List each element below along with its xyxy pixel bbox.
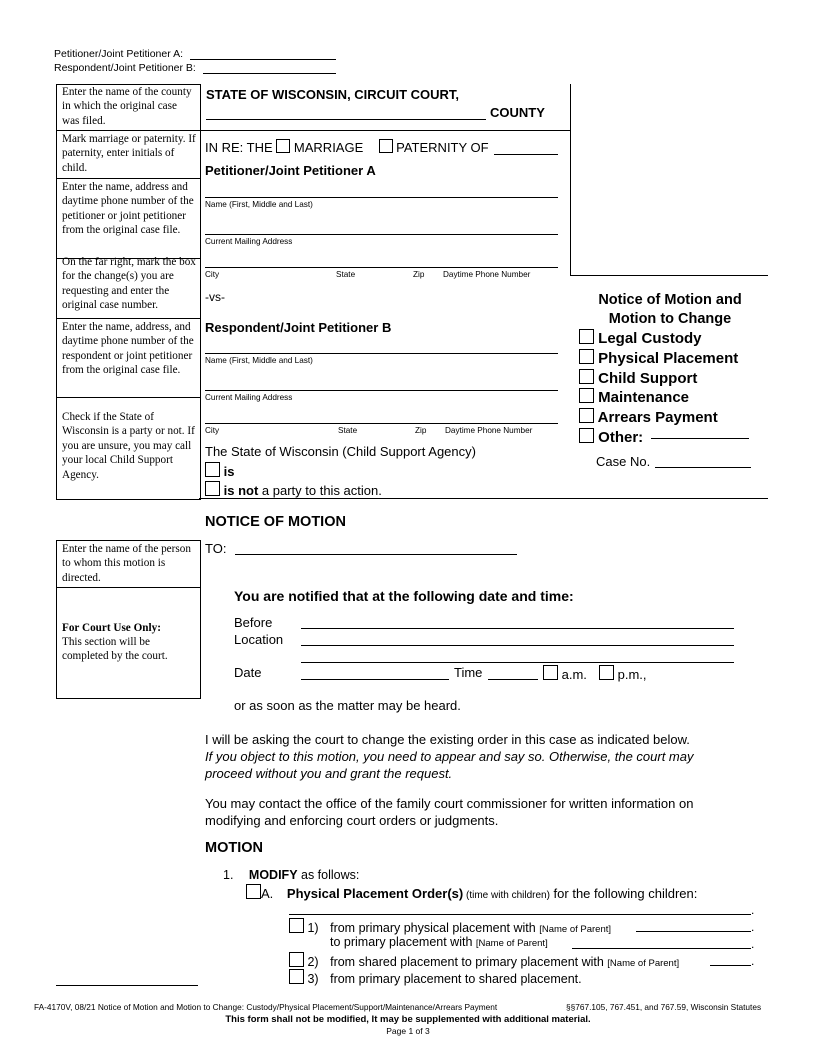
county-label: COUNTY — [490, 105, 545, 120]
children-field[interactable] — [289, 914, 751, 915]
respondent-state-label: State — [338, 426, 358, 435]
footer-rule — [56, 985, 198, 986]
maintenance-checkbox[interactable] — [579, 388, 594, 403]
respondent-zip-label: Zip — [415, 426, 427, 435]
pm-label: p.m., — [617, 667, 647, 682]
divider — [56, 130, 200, 131]
state-agency-label: The State of Wisconsin (Child Support Agency) — [205, 444, 476, 459]
maintenance-label: Maintenance — [598, 389, 690, 407]
date-field[interactable] — [301, 679, 449, 680]
notice-heading: NOTICE OF MOTION — [205, 514, 346, 530]
object-text: If you object to this motion, you need to appear and say so. Otherwise, the court may proceed without you and grant the request. — [205, 749, 694, 781]
option-1-to-text: to primary placement with — [330, 935, 476, 949]
divider — [56, 178, 200, 179]
case-no-field[interactable] — [655, 467, 751, 468]
petitioner-header-field[interactable] — [190, 59, 336, 60]
other-checkbox[interactable] — [579, 428, 594, 443]
state-is-not-label: is not — [223, 483, 259, 498]
paternity-label: PATERNITY OF — [396, 140, 489, 155]
caption-right-border — [570, 84, 571, 275]
state-is-not-row — [205, 481, 382, 498]
to-label: TO: — [205, 541, 227, 556]
child-support-checkbox[interactable] — [579, 369, 594, 384]
party-suffix: a party to this action. — [258, 483, 382, 498]
divider — [56, 587, 200, 588]
option-maintenance — [579, 388, 738, 408]
footer-notice: This form shall not be modified, It may be supplemented with additional material. — [225, 1014, 591, 1025]
option-2-checkbox[interactable] — [289, 952, 304, 967]
court-use-text: This section will be completed by the court. — [62, 636, 168, 663]
other-field[interactable] — [651, 438, 749, 439]
as-follows-label: as follows: — [297, 868, 360, 882]
physical-placement-label: Physical Placement — [598, 349, 739, 367]
modify-label: MODIFY — [248, 868, 298, 882]
in-re-row — [205, 139, 489, 155]
petitioner-phone-label: Daytime Phone Number — [443, 270, 531, 279]
time-field[interactable] — [488, 679, 538, 680]
item-a-paren: (time with children) — [463, 890, 550, 901]
option-arrears-payment — [579, 408, 738, 428]
instruction-change: On the far right, mark the box for the change(s) you are requesting and enter the original case number. — [62, 256, 196, 312]
time-label: Time — [454, 665, 483, 680]
caption-title-divider — [570, 275, 768, 276]
petitioner-city-field[interactable] — [205, 267, 558, 268]
petitioner-state-label: State — [336, 270, 356, 279]
instruction-county: Enter the name of the county in which the original case was filed. — [62, 86, 192, 127]
soon-text: or as soon as the matter may be heard. — [234, 698, 461, 713]
state-is-row — [205, 462, 234, 479]
pm-option — [599, 665, 647, 682]
option-1-num: 1) — [307, 921, 319, 935]
option-child-support — [579, 369, 738, 389]
caption-divider — [199, 130, 570, 131]
option-1-checkbox[interactable] — [289, 918, 304, 933]
instruction-marriage: Mark marriage or paternity. If paternity, enter initials of child. — [62, 133, 196, 174]
instruction-petitioner: Enter the name, address and daytime phone number of the petitioner or joint petitioner from the original case file. — [62, 181, 194, 237]
motion-item-a — [246, 884, 697, 901]
option-1-to-parent-field[interactable] — [572, 948, 751, 949]
option-3-checkbox[interactable] — [289, 969, 304, 984]
period-mark: . — [751, 920, 755, 934]
item-a-tail: for the following children: — [549, 886, 698, 901]
period-mark: . — [751, 954, 755, 968]
physical-placement-checkbox[interactable] — [579, 349, 594, 364]
change-options — [579, 329, 738, 448]
form-title — [572, 291, 768, 329]
paternity-initials-field[interactable] — [494, 154, 558, 155]
period-mark: . — [751, 937, 755, 951]
respondent-city-label: City — [205, 426, 220, 435]
option-2-num: 2) — [307, 955, 319, 969]
asking-text: I will be asking the court to change the existing order in this case as indicated below. — [205, 732, 690, 747]
pm-checkbox[interactable] — [599, 665, 614, 680]
option-3-num: 3) — [307, 972, 319, 986]
option-1-parent-label: [Name of Parent] — [539, 924, 612, 935]
am-option — [543, 665, 587, 682]
respondent-city-field[interactable] — [205, 423, 558, 424]
court-use-title: For Court Use Only: — [62, 622, 161, 634]
option-2-parent-field[interactable] — [710, 965, 751, 966]
state-is-not-checkbox[interactable] — [205, 481, 220, 496]
paternity-checkbox[interactable] — [379, 139, 393, 153]
location-field-2[interactable] — [301, 662, 734, 663]
option-1-from-parent-field[interactable] — [636, 931, 751, 932]
caption-bottom-border — [199, 498, 768, 499]
item-a-checkbox[interactable] — [246, 884, 261, 899]
before-field[interactable] — [301, 628, 734, 629]
respondent-address-field[interactable] — [205, 390, 558, 391]
case-no-label: Case No. — [596, 454, 651, 469]
option-1-to-parent-label: [Name of Parent] — [475, 938, 548, 949]
county-field[interactable] — [206, 119, 486, 120]
placement-option-3 — [289, 969, 582, 986]
date-label: Date — [234, 665, 262, 680]
petitioner-name-label: Name (First, Middle and Last) — [205, 200, 313, 209]
respondent-header-label: Respondent/Joint Petitioner B: — [54, 62, 196, 74]
respondent-header-field[interactable] — [203, 73, 336, 74]
marriage-label: MARRIAGE — [293, 140, 364, 155]
option-legal-custody — [579, 329, 738, 349]
motion-heading: MOTION — [205, 840, 263, 856]
arrears-payment-checkbox[interactable] — [579, 408, 594, 423]
option-1-text: from primary physical placement with — [330, 921, 540, 935]
footer-page-number: Page 1 of 3 — [386, 1026, 430, 1036]
child-support-label: Child Support — [598, 369, 698, 387]
am-checkbox[interactable] — [543, 665, 558, 680]
motion-item-1 — [223, 868, 359, 882]
notified-heading: You are notified that at the following date and time: — [234, 588, 574, 604]
marriage-checkbox[interactable] — [276, 139, 290, 153]
respondent-address-label: Current Mailing Address — [205, 393, 293, 402]
contact-text: You may contact the office of the family court commissioner for written information on modifying and enforcing court orders or judgments. — [205, 796, 694, 828]
option-2-parent-label: [Name of Parent] — [607, 958, 680, 969]
arrears-payment-label: Arrears Payment — [597, 409, 718, 427]
placement-option-2 — [289, 952, 679, 969]
divider — [56, 318, 200, 319]
form-title-line1: Notice of Motion and — [598, 292, 742, 308]
legal-custody-checkbox[interactable] — [579, 329, 594, 344]
vs-label: -vs- — [205, 290, 225, 304]
instruction-respondent: Enter the name, address, and daytime phone number of the respondent or joint petitioner from the original case file. — [62, 321, 194, 377]
petitioner-address-field[interactable] — [205, 234, 558, 235]
item-a-title: Physical Placement Order(s) — [286, 886, 464, 901]
petitioner-title: Petitioner/Joint Petitioner A — [205, 163, 376, 178]
before-label: Before — [234, 615, 273, 630]
legal-custody-label: Legal Custody — [598, 330, 702, 347]
option-3-text: from primary placement to shared placement. — [330, 972, 582, 986]
footer-form-id: FA-4170V, 08/21 Notice of Motion and Motion to Change: Custody/Physical Placement/Support/Maintenance/Arrears Payment — [34, 1002, 498, 1012]
am-label: a.m. — [561, 667, 587, 682]
petitioner-city-label: City — [205, 270, 220, 279]
item-number: 1. — [223, 868, 234, 882]
option-2-text: from shared placement to primary placement with — [330, 955, 608, 969]
in-re-label: IN RE: THE — [205, 140, 273, 155]
respondent-name-field[interactable] — [205, 353, 558, 354]
instruction-to-person: Enter the name of the person to whom this motion is directed. — [62, 543, 191, 584]
item-a-letter: A. — [261, 886, 274, 901]
divider — [56, 397, 200, 398]
respondent-title: Respondent/Joint Petitioner B — [205, 320, 392, 335]
petitioner-header-label: Petitioner/Joint Petitioner A: — [54, 48, 183, 60]
option-physical-placement — [579, 349, 738, 369]
respondent-phone-label: Daytime Phone Number — [445, 426, 533, 435]
location-field[interactable] — [301, 645, 734, 646]
to-field[interactable] — [235, 554, 517, 555]
footer-statutes: §§767.105, 767.451, and 767.59, Wisconsin Statutes — [566, 1002, 762, 1012]
respondent-name-label: Name (First, Middle and Last) — [205, 356, 313, 365]
petitioner-address-label: Current Mailing Address — [205, 237, 293, 246]
state-is-label: is — [223, 464, 235, 479]
placement-option-1 — [289, 918, 611, 935]
period-mark: . — [751, 903, 755, 917]
placement-option-1-to — [330, 935, 548, 949]
petitioner-zip-label: Zip — [413, 270, 425, 279]
location-label: Location — [234, 632, 284, 647]
state-is-checkbox[interactable] — [205, 462, 220, 477]
form-title-line2: Motion to Change — [608, 311, 732, 327]
petitioner-name-field[interactable] — [205, 197, 558, 198]
court-title: STATE OF WISCONSIN, CIRCUIT COURT, — [206, 87, 460, 102]
other-label: Other: — [598, 428, 644, 446]
instruction-state: Check if the State of Wisconsin is a party or not. If you are unsure, you may call your local Child Support Agency. — [62, 411, 195, 481]
